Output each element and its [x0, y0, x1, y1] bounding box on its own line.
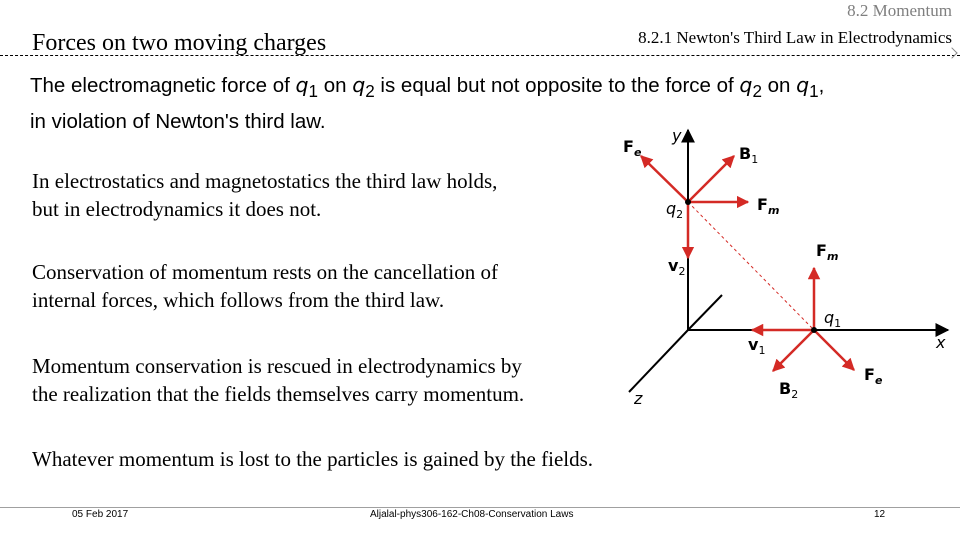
intro-text: on	[318, 74, 353, 97]
y-axis-label: y	[672, 126, 682, 145]
intro-text: on	[761, 74, 797, 97]
paragraph-line: Conservation of momentum rests on the cancellation of	[32, 260, 498, 284]
z-axis-label: z	[634, 389, 643, 408]
paragraph-conservation	[32, 258, 498, 314]
title-divider	[0, 55, 960, 56]
footer-course: Aljalal-phys306-162-Ch08-Conservation Laws	[370, 509, 574, 520]
tilted-line	[688, 295, 722, 330]
v1-label: $v_1$	[748, 335, 766, 357]
paragraph-line: Momentum conservation is rescued in electrodynamics by	[32, 354, 522, 378]
charge-subscript: 1	[809, 82, 819, 102]
footer-divider	[0, 507, 960, 508]
paragraph-line: but in electrodynamics it does not.	[32, 197, 322, 221]
x-axis-label: x	[936, 333, 946, 352]
force-diagram	[600, 120, 960, 410]
q1-label: $q_1$	[824, 308, 842, 330]
intro-text: is equal but not opposite to the force of	[374, 74, 740, 97]
charge-subscript: 1	[308, 82, 319, 102]
v2-label: $v_2$	[668, 256, 686, 278]
charge-symbol: q	[295, 73, 309, 97]
fm-top-label: $F_m$	[757, 195, 780, 217]
q2-vectors	[641, 156, 748, 258]
b2-label: $B_2$	[779, 379, 799, 401]
q2-charge-dot	[685, 199, 691, 205]
b1-label: $B_1$	[739, 144, 759, 166]
chevron-icon	[946, 47, 957, 58]
charge-symbol: q	[739, 73, 753, 97]
paragraph-lost-gained: Whatever momentum is lost to the particles is gained by the fields.	[32, 447, 594, 471]
fe-top-label: $F_e$	[623, 137, 642, 159]
fe-arrow-bottom	[814, 330, 854, 370]
section-label: 8.2 Momentum	[847, 1, 952, 20]
charge-symbol: q	[352, 73, 366, 97]
paragraph-line: the realization that the fields themselves carry momentum.	[32, 382, 525, 406]
page-number: 12	[874, 509, 886, 520]
paragraph-line: In electrostatics and magnetostatics the third law holds,	[32, 169, 498, 193]
q1-charge-dot	[811, 327, 817, 333]
fe-bottom-label: $F_e$	[864, 365, 883, 387]
slide-title: Forces on two moving charges	[32, 30, 327, 56]
b1-arrow	[688, 156, 734, 202]
fe-arrow-top	[641, 156, 688, 202]
fm-bottom-label: $F_m$	[816, 241, 839, 263]
intro-line-2: in violation of Newton's third law.	[30, 110, 326, 134]
paragraph-third-law	[32, 167, 497, 223]
footer-date: 05 Feb 2017	[72, 509, 129, 520]
paragraph-line: internal forces, which follows from the third law.	[32, 288, 445, 312]
subsection-label: 8.2.1 Newton's Third Law in Electrodynamics	[638, 28, 952, 47]
charge-subscript: 2	[365, 82, 375, 102]
intro-text: The electromagnetic force of	[30, 74, 296, 97]
paragraph-fields-momentum	[32, 352, 524, 408]
z-axis	[629, 330, 688, 392]
charge-symbol: q	[796, 73, 810, 97]
intro-line-1	[30, 70, 910, 107]
q2-label: $q_2$	[666, 199, 684, 221]
b2-arrow	[773, 330, 814, 371]
charge-subscript: 2	[752, 82, 762, 102]
intro-text: ,	[818, 74, 825, 97]
